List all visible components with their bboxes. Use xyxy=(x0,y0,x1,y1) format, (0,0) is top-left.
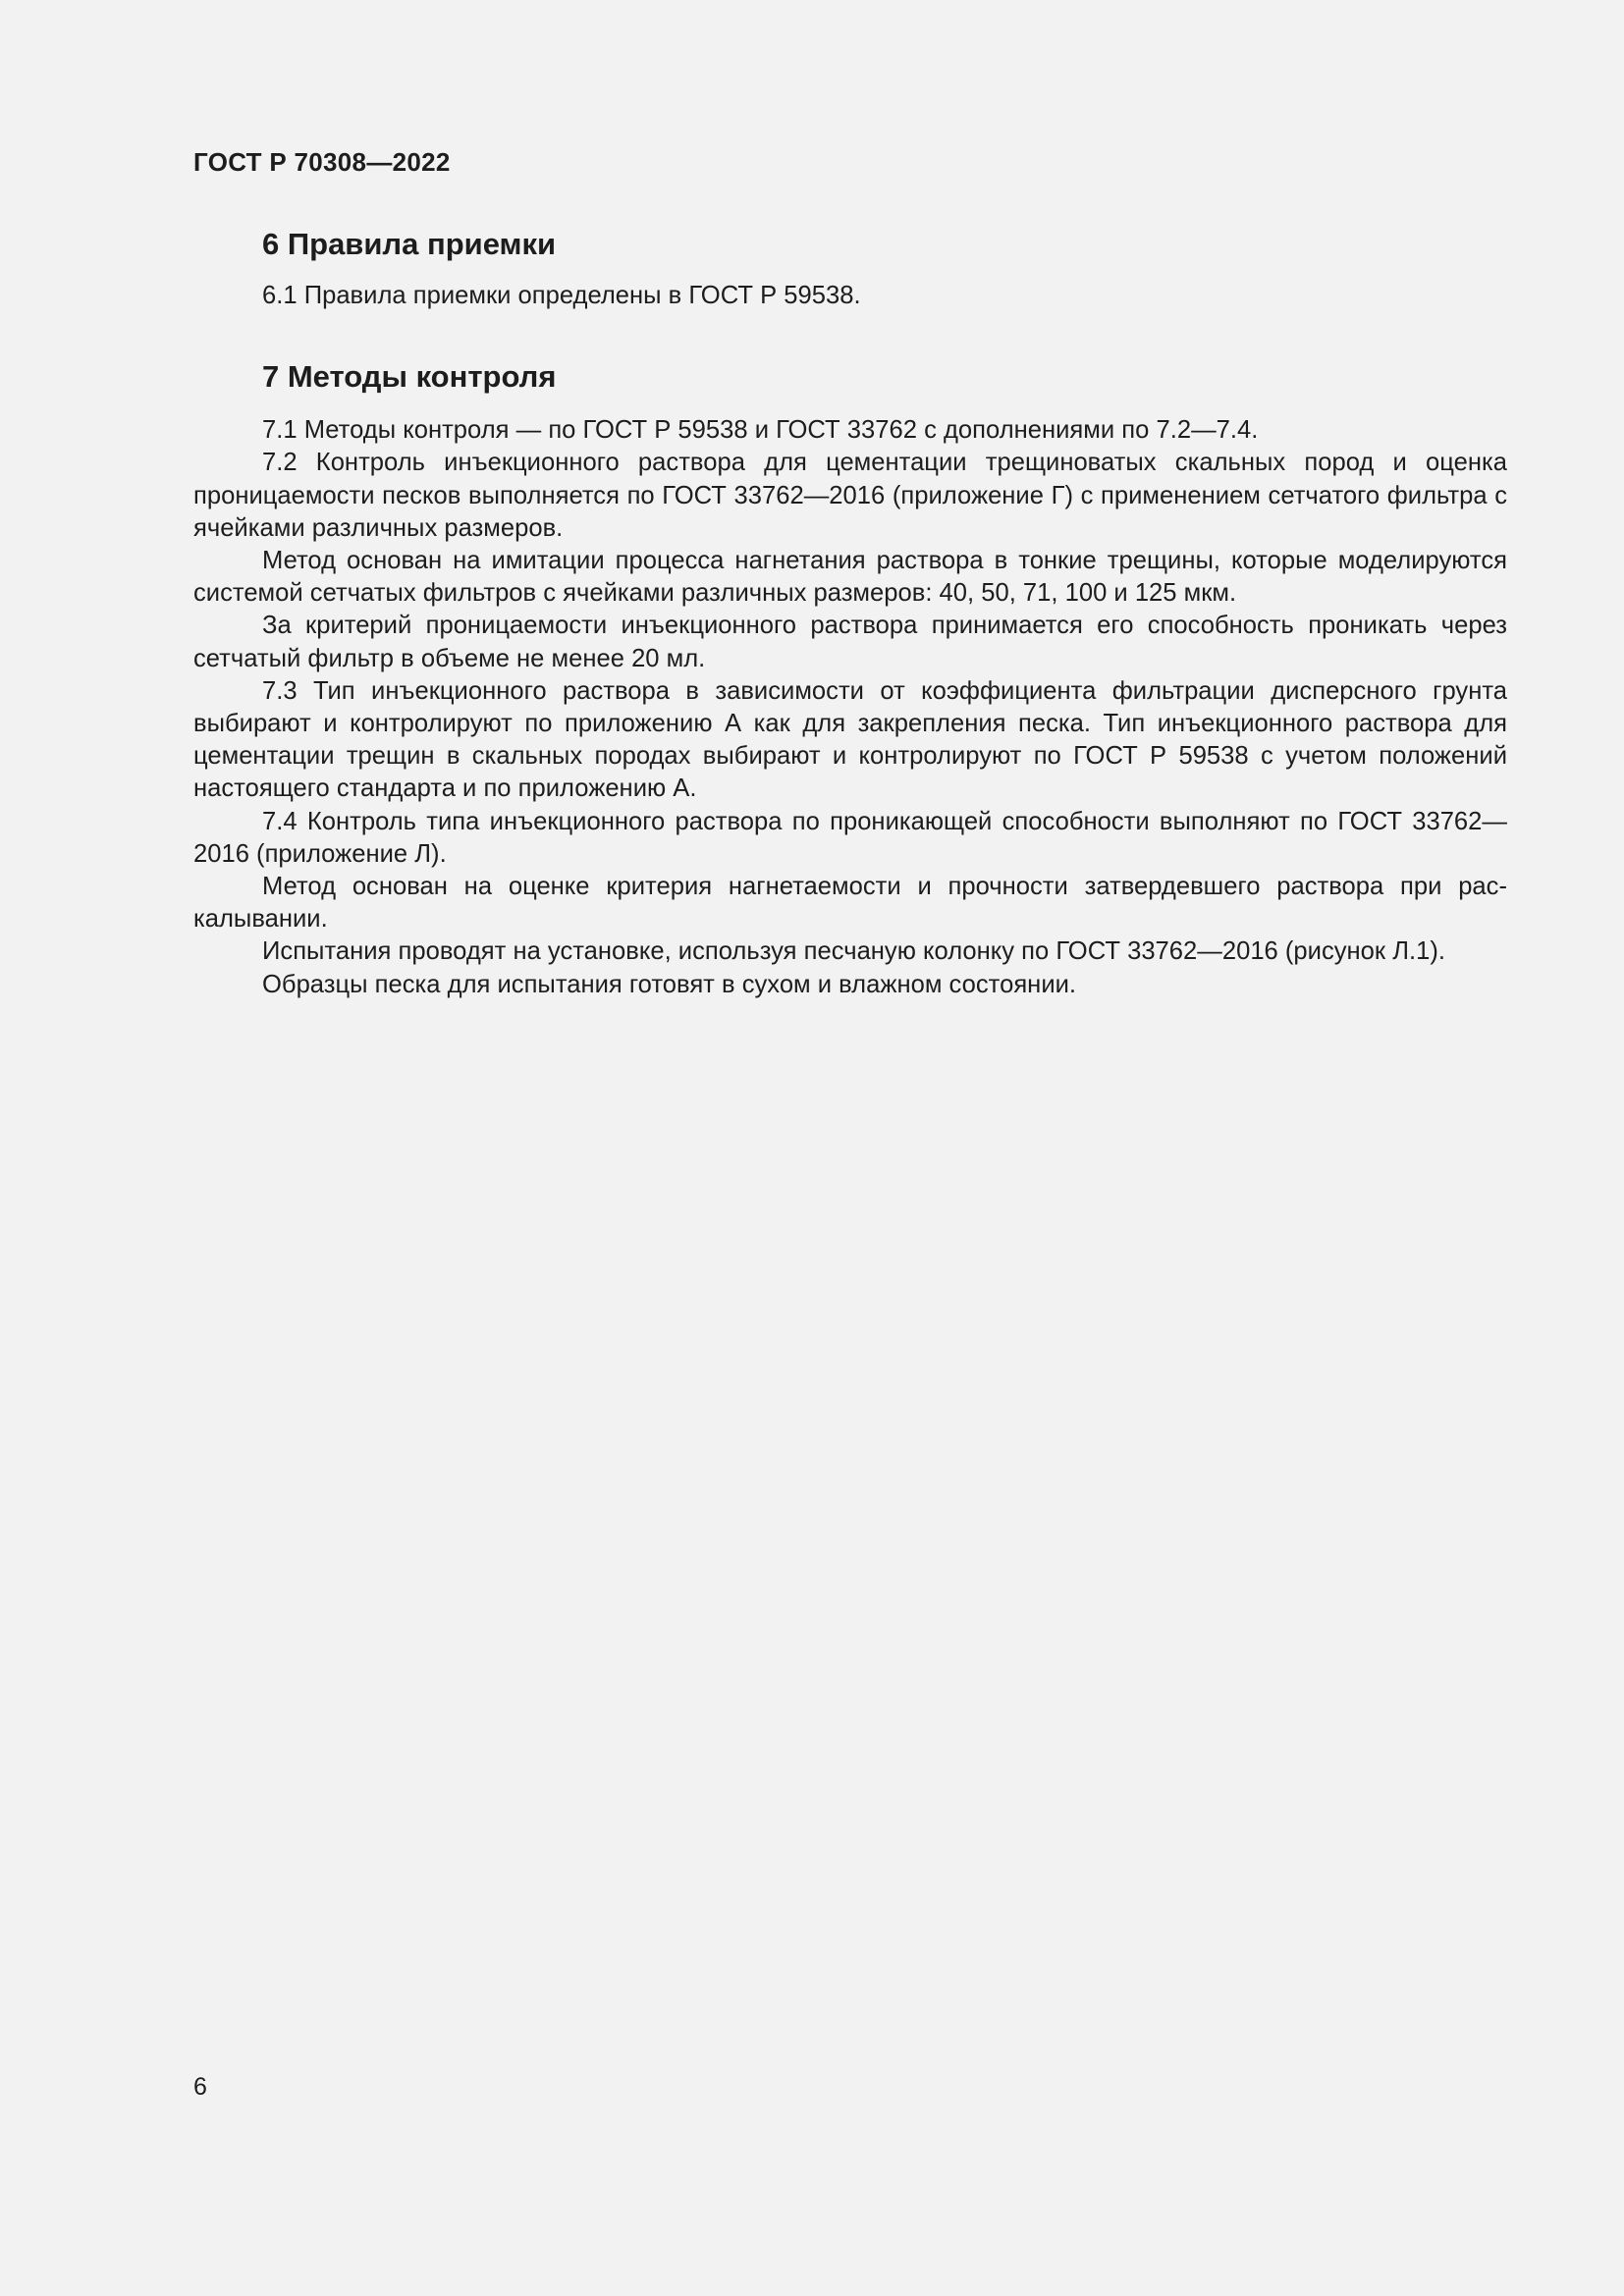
page-number: 6 xyxy=(193,2073,207,2101)
section-title-7: 7 Методы контроля xyxy=(262,359,557,395)
paragraph-7-2-criterion: За критерий проницаемости инъекционного раствора принимается его способность проникать через сетчатый фильтр в объеме не менее 20 мл. xyxy=(193,612,1507,672)
paragraph-7-4-method: Метод основан на оценке критерия нагнетаемости и прочности затвердевшего раствора при раскалывании. xyxy=(193,873,1507,934)
paragraph-7-4-samples: Образцы песка для испытания готовят в сухом и влажном состоянии. xyxy=(262,970,1077,998)
section-title-6: 6 Правила приемки xyxy=(262,227,557,261)
paragraph-6-1: 6.1 Правила приемки определены в ГОСТ Р 59538. xyxy=(262,282,861,309)
paragraph-7-4: 7.4 Контроль типа инъекционного раствора по проникающей способности выполняют по ГОСТ 33762—2016 (приложение Л). xyxy=(193,807,1507,868)
paragraph-7-2: 7.2 Контроль инъекционного раствора для цементации трещиноватых скальных пород и оценка проницаемости песков выполняется по ГОСТ 33762—2016 (приложение Г) с применением сетчатого фильтра с ячейками различных размеров. xyxy=(193,449,1507,542)
paragraph-7-3: 7.3 Тип инъекционного раствора в зависимости от коэффициента фильтрации дисперсного грунта выбирают и контролируют по приложению А как для закрепления песка. Тип инъекционного раствора для цементации трещин в скальных породах выбирают и контролируют по ГОСТ Р 59538 с учетом положений настоящего стандарта и по приложению А. xyxy=(193,676,1507,803)
page-content xyxy=(193,221,1507,1001)
paragraph-7-4-tests: Испытания проводят на установке, используя песчаную колонку по ГОСТ 33762—2016 (рисунок Л.1). xyxy=(262,937,1445,966)
document-code-header: ГОСТ Р 70308—2022 xyxy=(193,147,451,177)
paragraph-7-1: 7.1 Методы контроля — по ГОСТ Р 59538 и ГОСТ 33762 с дополнениями по 7.2—7.4. xyxy=(262,416,1259,445)
paragraph-7-2-method: Метод основан на имитации процесса нагнетания раствора в тонкие трещины, которые моделируются системой сетчатых фильтров с ячейками различных размеров: 40, 50, 71, 100 и 125 мкм. xyxy=(193,547,1507,608)
